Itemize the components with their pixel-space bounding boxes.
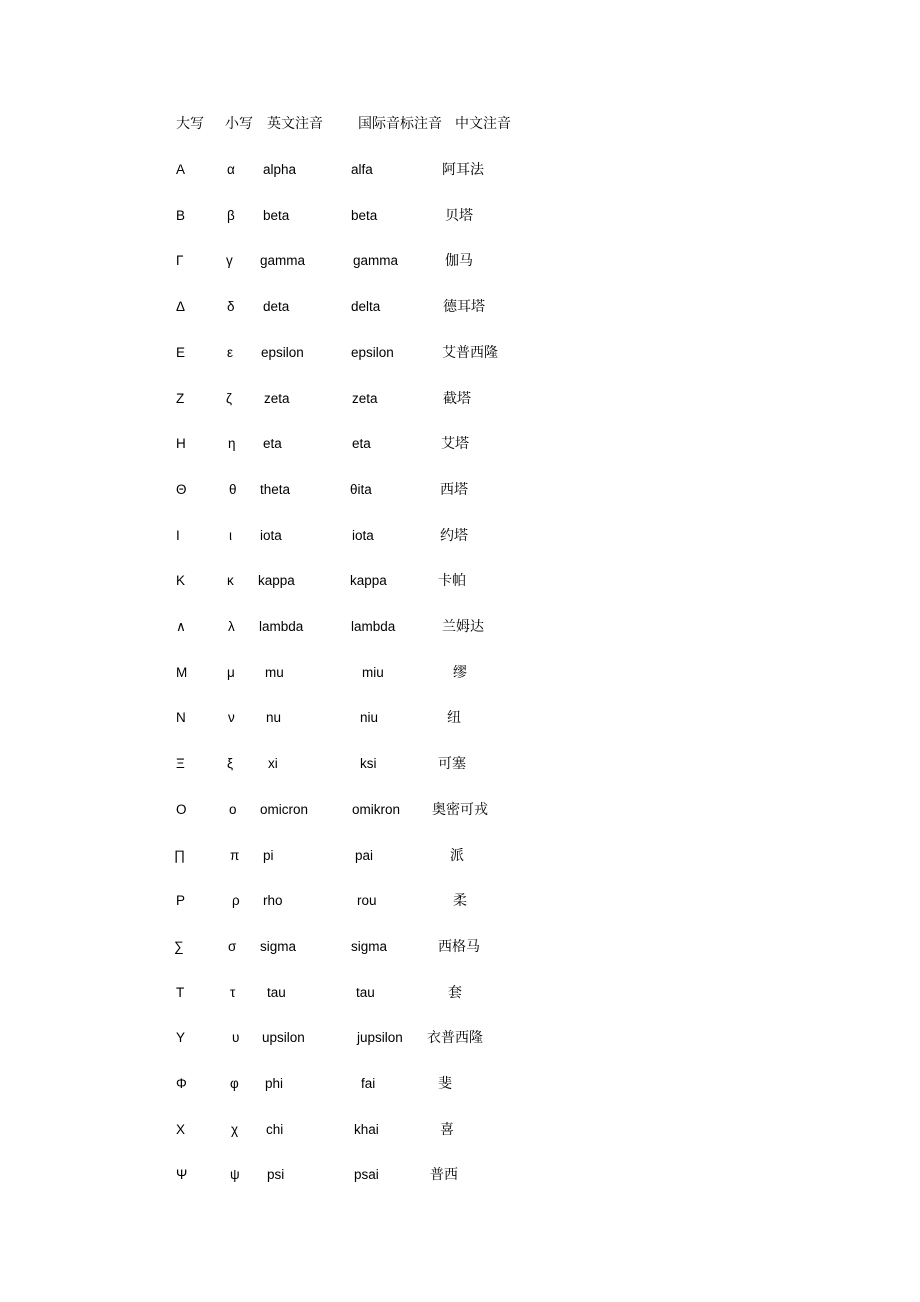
ipa-name: sigma bbox=[351, 938, 388, 954]
english-name: nu bbox=[266, 710, 282, 726]
english-name: lambda bbox=[259, 619, 304, 634]
ipa-name: delta bbox=[351, 299, 381, 315]
chinese-name: 西格马 bbox=[438, 938, 480, 955]
table-row bbox=[0, 433, 920, 455]
table-row bbox=[0, 388, 920, 410]
ipa-name: kappa bbox=[350, 573, 387, 589]
ipa-name: psai bbox=[354, 1167, 379, 1183]
english-name: epsilon bbox=[261, 344, 304, 360]
lower-letter: ψ bbox=[230, 1167, 240, 1183]
ipa-name: tau bbox=[356, 984, 375, 1000]
upper-letter: Ρ bbox=[176, 893, 186, 909]
lower-letter: ν bbox=[228, 710, 235, 726]
english-name: beta bbox=[263, 207, 290, 223]
header-upper: 大写 bbox=[176, 116, 204, 132]
table-row bbox=[0, 479, 920, 501]
lower-letter: α bbox=[227, 162, 235, 177]
ipa-name: zeta bbox=[352, 390, 378, 406]
lower-letter: θ bbox=[229, 481, 237, 497]
header-lower: 小写 bbox=[225, 116, 253, 132]
lower-letter: υ bbox=[232, 1030, 240, 1046]
lower-letter: ξ bbox=[227, 756, 234, 772]
chinese-name: 斐 bbox=[438, 1076, 452, 1092]
chinese-name: 德耳塔 bbox=[443, 299, 485, 316]
upper-letter: Ξ bbox=[176, 756, 185, 772]
lower-letter: ζ bbox=[226, 390, 232, 406]
lower-letter: ο bbox=[229, 801, 237, 817]
english-name: iota bbox=[260, 527, 282, 543]
chinese-name: 截塔 bbox=[443, 390, 471, 407]
upper-letter: Θ bbox=[176, 481, 187, 497]
table-row bbox=[0, 662, 920, 684]
english-name: phi bbox=[265, 1076, 284, 1091]
chinese-name: 纽 bbox=[447, 710, 461, 727]
table-row bbox=[0, 1073, 920, 1095]
upper-letter: Φ bbox=[176, 1076, 187, 1091]
chinese-name: 艾塔 bbox=[441, 436, 469, 453]
table-row bbox=[0, 707, 920, 729]
ipa-name: omikron bbox=[352, 801, 401, 817]
upper-letter: ∑ bbox=[174, 938, 184, 954]
ipa-name: beta bbox=[351, 207, 378, 223]
chinese-name: 柔 bbox=[453, 893, 467, 910]
ipa-name: niu bbox=[360, 710, 379, 726]
upper-letter: Β bbox=[176, 207, 186, 223]
upper-letter: Ε bbox=[176, 344, 186, 360]
upper-letter: Ι bbox=[176, 527, 180, 543]
ipa-name: iota bbox=[352, 527, 374, 543]
upper-letter: Ψ bbox=[176, 1167, 188, 1183]
table-row bbox=[0, 1164, 920, 1186]
chinese-name: 兰姆达 bbox=[442, 619, 484, 635]
ipa-name: alfa bbox=[351, 162, 373, 177]
header-english: 英文注音 bbox=[267, 116, 323, 132]
chinese-name: 喜 bbox=[440, 1121, 454, 1138]
table-row bbox=[0, 1119, 920, 1141]
table-row bbox=[0, 936, 920, 958]
lower-letter: π bbox=[230, 847, 240, 863]
header-chinese: 中文注音 bbox=[455, 116, 511, 132]
ipa-name: pai bbox=[355, 847, 374, 863]
upper-letter: Κ bbox=[176, 573, 186, 589]
ipa-name: lambda bbox=[351, 619, 396, 634]
table-row bbox=[0, 570, 920, 592]
chinese-name: 衣普西隆 bbox=[427, 1030, 483, 1047]
ipa-name: miu bbox=[362, 664, 384, 680]
lower-letter: γ bbox=[226, 253, 233, 269]
upper-letter: Α bbox=[176, 162, 186, 177]
chinese-name: 派 bbox=[450, 847, 464, 864]
table-row bbox=[0, 525, 920, 547]
table-row bbox=[0, 982, 920, 1004]
english-name: tau bbox=[267, 984, 286, 1000]
english-name: zeta bbox=[264, 390, 290, 406]
lower-letter: ι bbox=[229, 527, 232, 543]
english-name: pi bbox=[263, 847, 274, 863]
lower-letter: κ bbox=[227, 573, 234, 589]
english-name: kappa bbox=[258, 573, 295, 589]
upper-letter: Ο bbox=[176, 801, 187, 817]
ipa-name: rou bbox=[357, 893, 377, 909]
chinese-name: 奥密可戎 bbox=[432, 801, 488, 818]
english-name: alpha bbox=[263, 162, 297, 177]
lower-letter: σ bbox=[228, 938, 237, 954]
lower-letter: ρ bbox=[232, 893, 240, 909]
upper-letter: Η bbox=[176, 436, 186, 452]
chinese-name: 可塞 bbox=[438, 756, 466, 773]
english-name: mu bbox=[265, 664, 284, 680]
table-row bbox=[0, 753, 920, 775]
lower-letter: β bbox=[227, 207, 235, 223]
upper-letter: Ν bbox=[176, 710, 186, 726]
ipa-name: epsilon bbox=[351, 344, 394, 360]
chinese-name: 伽马 bbox=[445, 253, 473, 270]
english-name: xi bbox=[268, 756, 278, 772]
english-name: deta bbox=[263, 299, 290, 315]
upper-letter: Υ bbox=[176, 1030, 186, 1046]
lower-letter: λ bbox=[228, 619, 235, 634]
english-name: theta bbox=[260, 481, 291, 497]
chinese-name: 西塔 bbox=[440, 481, 468, 498]
english-name: omicron bbox=[260, 801, 309, 817]
upper-letter: Δ bbox=[176, 299, 186, 315]
upper-letter: Γ bbox=[176, 253, 184, 269]
english-name: gamma bbox=[260, 253, 306, 269]
table-header bbox=[0, 113, 920, 135]
lower-letter: η bbox=[228, 436, 236, 452]
chinese-name: 卡帕 bbox=[438, 573, 466, 590]
english-name: rho bbox=[263, 893, 283, 909]
upper-letter: Ζ bbox=[176, 390, 185, 406]
upper-letter: ∏ bbox=[174, 847, 186, 863]
lower-letter: μ bbox=[227, 664, 235, 680]
lower-letter: ε bbox=[227, 344, 234, 360]
table-row bbox=[0, 159, 920, 181]
english-name: eta bbox=[263, 436, 282, 452]
english-name: chi bbox=[266, 1121, 284, 1137]
upper-letter: Τ bbox=[176, 984, 185, 1000]
upper-letter: ∧ bbox=[176, 619, 186, 634]
lower-letter: τ bbox=[230, 984, 236, 1000]
table-row bbox=[0, 845, 920, 867]
header-ipa: 国际音标注音 bbox=[358, 116, 442, 132]
ipa-name: fai bbox=[361, 1076, 376, 1091]
chinese-name: 贝塔 bbox=[445, 207, 473, 224]
ipa-name: khai bbox=[354, 1121, 379, 1137]
chinese-name: 约塔 bbox=[440, 527, 468, 544]
table-row bbox=[0, 616, 920, 638]
lower-letter: χ bbox=[231, 1121, 239, 1137]
table-row bbox=[0, 296, 920, 318]
table-row bbox=[0, 205, 920, 227]
table-row bbox=[0, 799, 920, 821]
upper-letter: Μ bbox=[176, 664, 188, 680]
lower-letter: δ bbox=[227, 299, 235, 315]
lower-letter: φ bbox=[230, 1076, 239, 1091]
ipa-name: ksi bbox=[360, 756, 377, 772]
chinese-name: 普西 bbox=[430, 1167, 458, 1184]
table-row bbox=[0, 250, 920, 272]
ipa-name: gamma bbox=[353, 253, 399, 269]
chinese-name: 阿耳法 bbox=[442, 162, 484, 178]
chinese-name: 艾普西隆 bbox=[442, 344, 498, 361]
ipa-name: jupsilon bbox=[357, 1030, 403, 1046]
chinese-name: 缪 bbox=[453, 664, 467, 681]
english-name: upsilon bbox=[262, 1030, 305, 1046]
chinese-name: 套 bbox=[448, 984, 462, 1001]
table-row bbox=[0, 890, 920, 912]
english-name: psi bbox=[267, 1167, 285, 1183]
table-row bbox=[0, 1027, 920, 1049]
ipa-name: θita bbox=[350, 481, 372, 497]
ipa-name: eta bbox=[352, 436, 371, 452]
upper-letter: Χ bbox=[176, 1121, 186, 1137]
table-row bbox=[0, 342, 920, 364]
english-name: sigma bbox=[260, 938, 297, 954]
